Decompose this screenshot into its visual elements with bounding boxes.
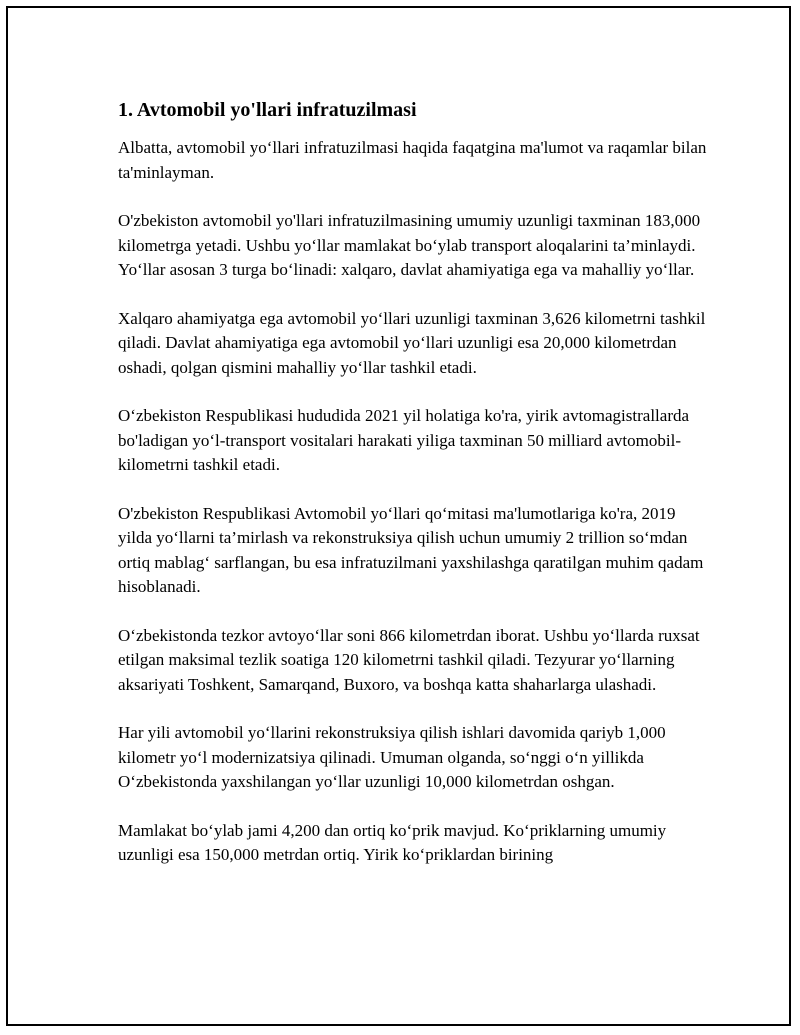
document-body [118,96,708,892]
paragraph-international-roads: Xalqaro ahamiyatga ega avtomobil yo‘llari uzunligi taxminan 3,626 kilometrni tashkil qiladi. Davlat ahamiyatiga ega avtomobil yo‘llari uzunligi esa 20,000 kilometrdan oshadi, qolgan qismini mahalliy yo‘llar tashkil etadi. [118,308,706,377]
paragraph-bridges: Mamlakat bo‘ylab jami 4,200 dan ortiq ko‘prik mavjud. Ko‘priklarning umumiy uzunligi esa 150,000 metrdan ortiq. Yirik ko‘priklardan birining [118,820,667,864]
paragraph-repair-funding: O'zbekiston Respublikasi Avtomobil yo‘llari qo‘mitasi ma'lumotlariga ko'ra, 2019 yilda yo‘llarni ta’mirlash va rekonstruksiya qilish uchun umumiy 2 trillion so‘mdan ortiq mablag‘ sarflangan, bu esa infratuzilmani yaxshilashga qaratilgan muhim qadam hisoblanadi. [118,503,704,596]
section-heading: 1. Avtomobil yo'llari infratuzilmasi [118,99,417,121]
paragraph-total-length: O'zbekiston avtomobil yo'llari infratuzilmasining umumiy uzunligi taxminan 183,000 kilometrga yetadi. Ushbu yo‘llar mamlakat bo‘ylab transport aloqalarini ta’minlaydi. Yo‘llar asosan 3 turga bo‘linadi: xalqaro, davlat ahamiyatiga ega va mahalliy yo‘llar. [118,211,701,279]
paragraph-intro: Albatta, avtomobil yo‘llari infratuzilmasi haqida faqatgina ma'lumot va raqamlar bilan ta'minlayman. [118,138,707,182]
paragraph-traffic-volume: O‘zbekiston Respublikasi hududida 2021 yil holatiga ko'ra, yirik avtomagistrallarda bo'ladigan yo‘l-transport vositalari harakati yiliga taxminan 50 milliard avtomobil-kilometrni tashkil etadi. [118,406,690,474]
paragraph-modernization: Har yili avtomobil yo‘llarini rekonstruksiya qilish ishlari davomida qariyb 1,000 kilometr yo‘l modernizatsiya qilinadi. Umuman olganda, so‘nggi o‘n yillikda O‘zbekistonda yaxshilangan yo‘llar uzunligi 10,000 kilometrdan oshgan. [118,723,666,791]
paragraph-expressways: O‘zbekistonda tezkor avtoyo‘llar soni 866 kilometrdan iborat. Ushbu yo‘llarda ruxsat etilgan maksimal tezlik soatiga 120 kilometrni tashkil qiladi. Tezyurar yo‘llarning aksariyati Toshkent, Samarqand, Buxoro, va boshqa katta shaharlarga ulashadi. [118,625,700,694]
document-page [6,6,791,1026]
